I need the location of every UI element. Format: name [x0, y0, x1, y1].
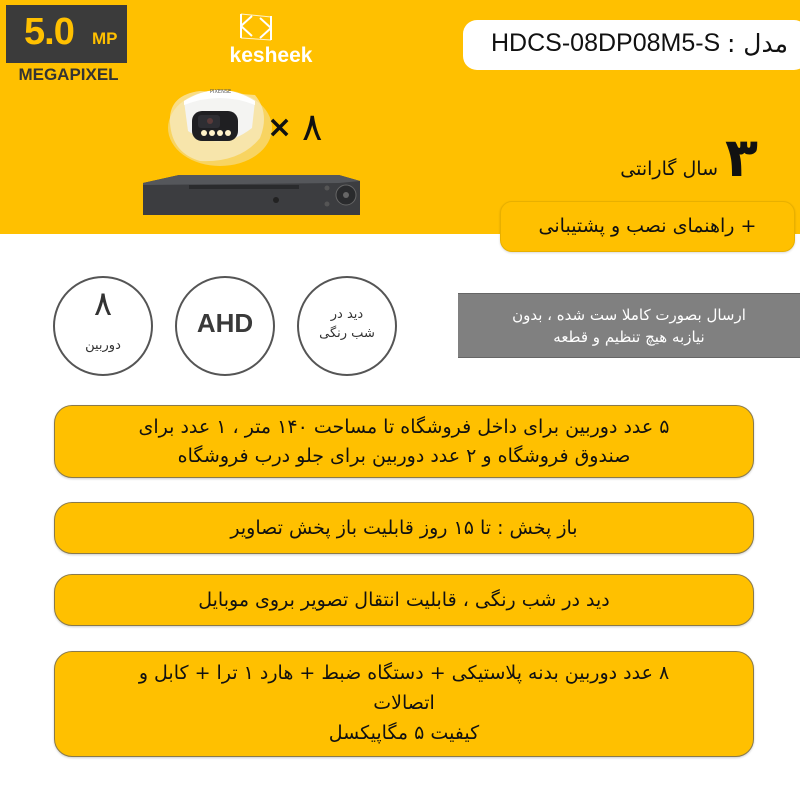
multiplier-symbol: × — [267, 110, 293, 145]
ahd-label: AHD — [196, 308, 254, 338]
model-label: مدل : — [726, 29, 788, 58]
dvr-recorder-image — [139, 173, 364, 218]
camera-count: ۸ — [93, 284, 113, 324]
camera-quantity: ۸ — [302, 105, 323, 149]
camera-count-label: دوربین — [85, 338, 121, 353]
feature-line: کیفیت ۵ مگاپیکسل — [328, 722, 480, 744]
brand-logo — [228, 10, 313, 70]
feature-line: باز پخش : تا ۱۵ روز قابلیت باز پخش تصاویر — [230, 517, 578, 539]
feature-line: اتصالات — [373, 692, 435, 714]
shipping-note-line1: ارسال بصورت کاملا ست شده ، بدون — [512, 306, 746, 324]
megapixel-value: 5.0 — [24, 11, 74, 53]
brand-name: kesheek — [229, 44, 313, 67]
megapixel-value-box — [6, 5, 127, 63]
feature-package-contents — [54, 651, 754, 757]
feature-line: صندوق فروشگاه و ۲ عدد دوربین برای جلو درب فروشگاه — [177, 445, 631, 467]
install-support-badge: + راهنمای نصب و پشتیبانی — [500, 201, 795, 252]
shipping-note-line2: نیازبه هیچ تنظیم و قطعه — [553, 328, 705, 346]
megapixel-unit: MP — [92, 29, 118, 48]
ahd-circle — [175, 276, 275, 376]
svg-text:PIXENSE: PIXENSE — [210, 89, 232, 95]
kesheek-logo-icon — [238, 12, 274, 42]
night-vision-line2: شب رنگی — [319, 326, 375, 341]
camera-count-circle — [53, 276, 153, 376]
feature-line: ۸ عدد دوربین بدنه پلاستیکی + دستگاه ضبط + هارد ۱ ترا + کابل و — [138, 662, 670, 684]
night-vision-line1: دید در — [330, 307, 364, 322]
feature-line: دید در شب رنگی ، قابلیت انتقال تصویر بروی موبایل — [198, 589, 610, 611]
feature-line: ۵ عدد دوربین برای داخل فروشگاه تا مساحت ۱۴۰ متر ، ۱ عدد برای — [138, 416, 670, 438]
feature-night-vision-mobile — [54, 574, 754, 626]
dome-camera-image — [160, 83, 275, 168]
shipping-note — [458, 293, 800, 358]
feature-playback — [54, 502, 754, 554]
warranty-years: ۳ — [725, 126, 758, 189]
feature-camera-placement — [54, 405, 754, 478]
model-number: HDCS-08DP08M5-S — [491, 29, 721, 57]
megapixel-badge — [4, 5, 125, 83]
night-vision-circle — [297, 276, 397, 376]
model-box — [463, 20, 800, 70]
warranty-text: سال گارانتی — [620, 158, 718, 180]
header-banner — [0, 0, 800, 234]
megapixel-label: MEGAPIXEL — [18, 65, 119, 84]
